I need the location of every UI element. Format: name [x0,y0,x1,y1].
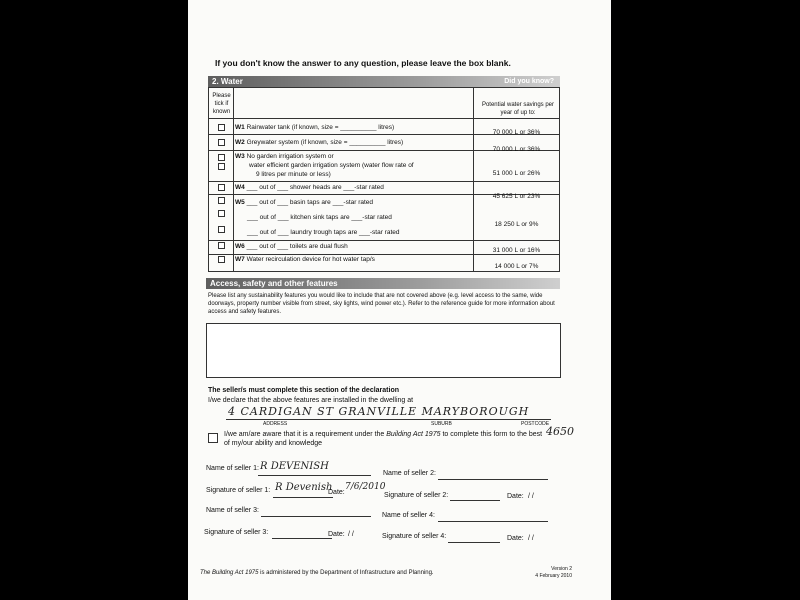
instruction-text: If you don't know the answer to any question, please leave the box blank. [215,58,511,68]
w1-row [235,124,394,132]
w3-text-2: water efficient garden irrigation system (water flow rate of [249,162,414,169]
w6-code: W6 [235,243,245,250]
suburb-label: SUBURB [431,421,452,427]
w5-checkbox-2[interactable] [218,210,225,217]
w4-row [235,184,384,192]
seller2-name-label: Name of seller 2: [383,470,436,477]
footer-date: 4 February 2010 [535,573,572,579]
w3-code: W3 [235,153,245,160]
w2-code: W2 [235,139,245,146]
awareness-checkbox[interactable] [208,433,218,443]
footer-admin: is administered by the Department of Infrastructure and Planning. [260,570,434,576]
seller2-signature-label: Signature of seller 2: [384,492,449,499]
postcode-handwritten: 4650 [546,425,574,438]
w5-text-3: ___ out of ___ laundry trough taps are ___-star rated [247,229,400,236]
w5-checkbox-3[interactable] [218,226,225,233]
seller3-signature-field[interactable] [272,529,332,538]
w4-code: W4 [235,184,245,191]
water-section-title: 2. Water [212,77,243,86]
w3-checkbox-1[interactable] [218,154,225,161]
w6-saving: 31 000 L or 16% [492,247,541,254]
did-you-know-label: Did you know? [504,78,554,85]
seller4-date-label: Date: [507,535,524,542]
w4-checkbox[interactable] [218,184,225,191]
seller3-name-field[interactable] [261,507,371,516]
seller4-signature-label: Signature of seller 4: [382,533,447,540]
w3-saving: 51 000 L or 26% [492,170,541,177]
declaration-statement: I/we declare that the above features are installed in the dwelling at [208,397,414,404]
awareness-text-1: I/we am/are aware that it is a requirement under the [224,431,385,438]
access-section-header [206,278,560,289]
w1-text: Rainwater tank (if known, size = __________ litres) [246,124,395,131]
seller4-signature-field[interactable] [448,533,500,542]
w7-text: Water recirculation device for hot water tap/s [246,256,375,263]
seller1-date-label: Date: [328,489,345,496]
w5-checkbox-1[interactable] [218,197,225,204]
w1-checkbox[interactable] [218,124,225,131]
seller4-name-label: Name of seller 4: [382,512,435,519]
access-features-textarea[interactable] [206,323,561,378]
seller1-name-value[interactable]: R DEVENISH [260,461,329,472]
seller3-signature-label: Signature of seller 3: [204,529,269,536]
w3-row [235,153,334,161]
seller1-name-label: Name of seller 1: [206,465,259,472]
w6-checkbox[interactable] [218,242,225,249]
w3-text-3: 9 litres per minute or less) [256,171,331,178]
seller2-name-field[interactable] [438,470,548,479]
seller4-date-field[interactable]: / / [528,535,534,542]
w5-code: W5 [235,199,245,206]
footer-version: Version 2 [551,566,572,572]
w2-saving: 70 000 L or 36% [492,146,541,153]
w4-text: ___ out of ___ shower heads are ___-star rated [246,184,384,191]
seller1-signature-label: Signature of seller 1: [206,487,271,494]
seller3-name-label: Name of seller 3: [206,507,259,514]
w2-checkbox[interactable] [218,139,225,146]
w4-saving: 45 625 L or 23% [492,193,541,200]
address-label: ADDRESS [263,421,288,427]
w7-code: W7 [235,256,245,263]
seller1-signature-value[interactable]: R Devenish [275,482,333,493]
w5-text-2: ___ out of ___ kitchen sink taps are ___-star rated [247,214,392,221]
declaration-heading: The seller/s must complete this section of the declaration [208,387,399,394]
access-section-title: Access, safety and other features [210,279,338,288]
w5-saving: 18 250 L or 9% [494,221,539,228]
w7-checkbox[interactable] [218,256,225,263]
w5-row [235,199,373,207]
postcode-label: POSTCODE [521,421,550,427]
access-description: Please list any sustainability features you would like to include that are not covered above (e.g. level access to the same, wide doorways, property number visible from street, sky lights, wind power etc.). Refer to the reference guide for more information about access and safety features. [208,293,555,315]
footer-text [200,569,434,577]
savings-header: Potential water savings per year of up to: [481,102,555,116]
footer-act: The Building Act 1975 [200,570,259,576]
awareness-text-2: to complete this form to the best of my/our ability and knowledge [224,431,543,447]
w1-saving: 70 000 L or 36% [492,129,541,136]
w1-code: W1 [235,124,245,131]
seller3-date-field[interactable]: / / [348,531,354,538]
w5-text: ___ out of ___ basin taps are ___-star rated [246,199,374,206]
tick-header: Please tick if known [212,93,231,115]
water-section-header [208,76,560,87]
w3-checkbox-2[interactable] [218,163,225,170]
awareness-text [224,430,544,448]
w7-row [235,256,375,264]
w6-row [235,243,348,251]
seller2-date-field[interactable]: / / [528,493,534,500]
seller3-date-label: Date: [328,531,345,538]
form-page [188,0,611,600]
seller1-date-value[interactable]: 7/6/2010 [345,482,386,492]
seller2-date-label: Date: [507,493,524,500]
w2-text: Greywater system (if known, size = __________ litres) [246,139,404,146]
seller2-signature-field[interactable] [450,491,500,500]
seller4-name-field[interactable] [438,512,548,521]
awareness-act: Building Act 1975 [386,431,441,438]
w7-saving: 14 000 L or 7% [494,263,539,270]
w2-row [235,139,403,147]
w6-text: ___ out of ___ toilets are dual flush [246,243,348,250]
address-handwritten: 4 CARDIGAN ST GRANVILLE MARYBOROUGH [228,405,530,418]
w3-text: No garden irrigation system or [246,153,334,160]
